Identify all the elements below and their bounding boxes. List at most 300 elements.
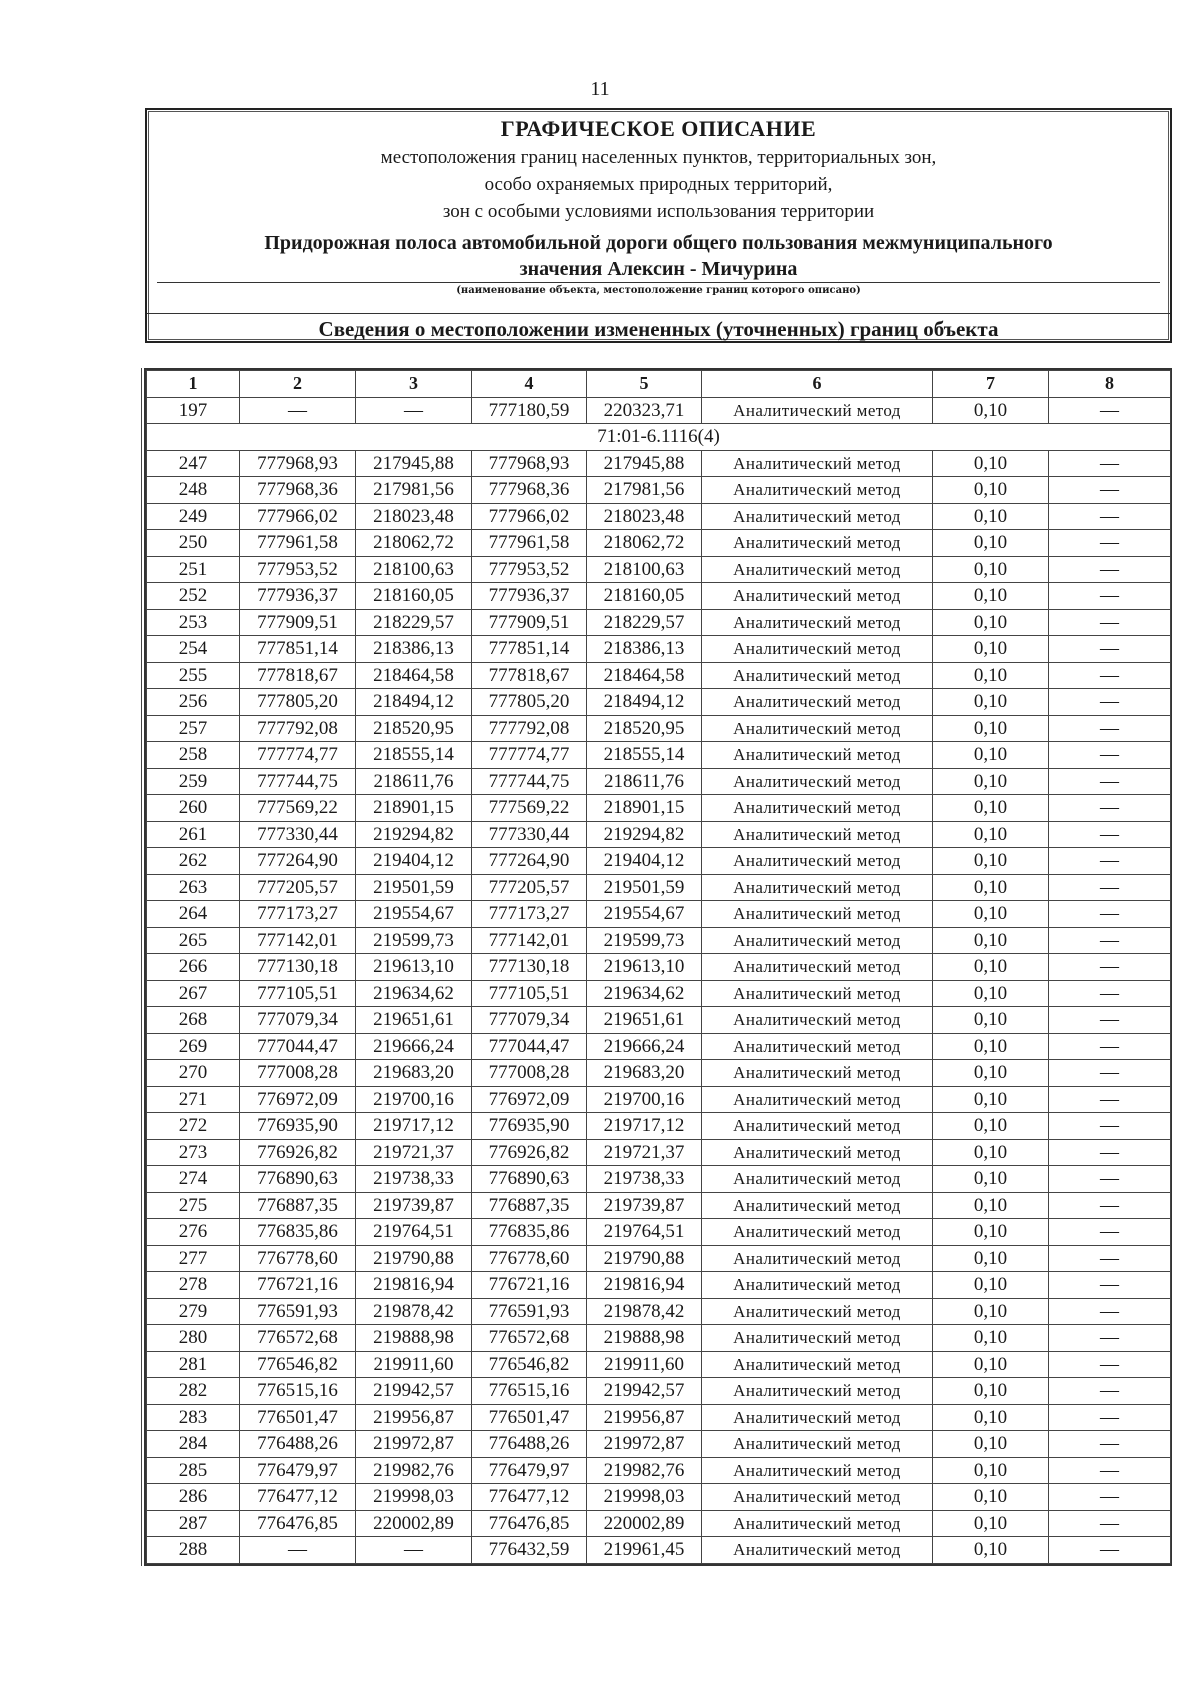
table-cell: 0,10 <box>933 636 1049 663</box>
table-cell: Аналитический метод <box>702 1033 933 1060</box>
table-cell: — <box>1049 556 1171 583</box>
table-cell: 219998,03 <box>587 1484 702 1511</box>
table-cell: 777569,22 <box>240 795 356 822</box>
table-cell: 777792,08 <box>472 715 587 742</box>
table-cell: 777909,51 <box>240 609 356 636</box>
table-row <box>147 1378 1171 1405</box>
table-cell: 776591,93 <box>472 1298 587 1325</box>
table-row <box>147 1404 1171 1431</box>
table-cell: Аналитический метод <box>702 927 933 954</box>
table-cell: — <box>240 1537 356 1564</box>
table-cell: 777968,36 <box>240 477 356 504</box>
table-cell: 0,10 <box>933 795 1049 822</box>
table-cell: Аналитический метод <box>702 1510 933 1537</box>
table-cell: 218023,48 <box>356 503 472 530</box>
table-row <box>147 397 1171 424</box>
table-cell: 777079,34 <box>240 1007 356 1034</box>
subtitle-line-1: местоположения границ населенных пунктов, территориальных зон, <box>380 147 937 168</box>
table-cell: — <box>1049 742 1171 769</box>
table-row <box>147 1537 1171 1564</box>
table-cell: Аналитический метод <box>702 583 933 610</box>
table-cell: 0,10 <box>933 1484 1049 1511</box>
table-cell: 776926,82 <box>240 1139 356 1166</box>
table-cell: 277 <box>147 1245 240 1272</box>
table-row <box>147 636 1171 663</box>
table-cell: 288 <box>147 1537 240 1564</box>
table-cell: 275 <box>147 1192 240 1219</box>
table-cell: Аналитический метод <box>702 1457 933 1484</box>
table-cell: 218901,15 <box>587 795 702 822</box>
table-cell: 219942,57 <box>356 1378 472 1405</box>
table-row <box>147 662 1171 689</box>
table-cell: 777774,77 <box>472 742 587 769</box>
table-cell: 219634,62 <box>587 980 702 1007</box>
table-cell: 776488,26 <box>240 1431 356 1458</box>
table-cell: — <box>1049 1139 1171 1166</box>
table-cell: 776476,85 <box>240 1510 356 1537</box>
column-header: 1 <box>147 371 240 398</box>
table-cell: 219501,59 <box>587 874 702 901</box>
table-cell: 0,10 <box>933 583 1049 610</box>
table-cell: 777818,67 <box>240 662 356 689</box>
table-cell: 269 <box>147 1033 240 1060</box>
table-cell: 776887,35 <box>240 1192 356 1219</box>
table-cell: 776501,47 <box>472 1404 587 1431</box>
table-cell: 219554,67 <box>587 901 702 928</box>
table-cell: 220323,71 <box>587 397 702 424</box>
table-cell: 0,10 <box>933 1457 1049 1484</box>
table-cell: 0,10 <box>933 715 1049 742</box>
table-cell: 777142,01 <box>240 927 356 954</box>
table-cell: Аналитический метод <box>702 689 933 716</box>
table-cell: — <box>240 397 356 424</box>
table-cell: Аналитический метод <box>702 636 933 663</box>
table-cell: 0,10 <box>933 1192 1049 1219</box>
table-cell: Аналитический метод <box>702 1298 933 1325</box>
table-row <box>147 609 1171 636</box>
column-header: 4 <box>472 371 587 398</box>
table-cell: 777966,02 <box>240 503 356 530</box>
table-cell: 777130,18 <box>472 954 587 981</box>
table-row <box>147 742 1171 769</box>
table-row <box>147 821 1171 848</box>
table-cell: 0,10 <box>933 1537 1049 1564</box>
table-cell: 250 <box>147 530 240 557</box>
table-cell: 0,10 <box>933 980 1049 1007</box>
table-cell: 281 <box>147 1351 240 1378</box>
table-cell: 219599,73 <box>356 927 472 954</box>
table-cell: 266 <box>147 954 240 981</box>
table-cell: Аналитический метод <box>702 1272 933 1299</box>
table-cell: 777851,14 <box>240 636 356 663</box>
table-cell: Аналитический метод <box>702 1245 933 1272</box>
table-cell: 274 <box>147 1166 240 1193</box>
table-cell: 0,10 <box>933 1060 1049 1087</box>
table-cell: 776546,82 <box>240 1351 356 1378</box>
column-header: 5 <box>587 371 702 398</box>
table-row <box>147 874 1171 901</box>
table-cell: 219666,24 <box>587 1033 702 1060</box>
table-cell: 777818,67 <box>472 662 587 689</box>
table-cell: — <box>1049 1537 1171 1564</box>
table-row <box>147 1219 1171 1246</box>
table-cell: 284 <box>147 1431 240 1458</box>
table-cell: 777936,37 <box>240 583 356 610</box>
table-cell: 286 <box>147 1484 240 1511</box>
table-cell: 776476,85 <box>472 1510 587 1537</box>
table-cell: Аналитический метод <box>702 530 933 557</box>
table-cell: 218062,72 <box>356 530 472 557</box>
table-cell: 777105,51 <box>472 980 587 1007</box>
table-cell: 0,10 <box>933 927 1049 954</box>
table-cell: Аналитический метод <box>702 1351 933 1378</box>
document-title: ГРАФИЧЕСКОЕ ОПИСАНИЕ <box>500 116 817 141</box>
table-row <box>147 1166 1171 1193</box>
table-cell: Аналитический метод <box>702 1484 933 1511</box>
table-cell: 267 <box>147 980 240 1007</box>
table-cell: — <box>1049 1166 1171 1193</box>
table-cell: 219613,10 <box>587 954 702 981</box>
table-cell: 218100,63 <box>356 556 472 583</box>
table-cell: 0,10 <box>933 556 1049 583</box>
table-cell: 218901,15 <box>356 795 472 822</box>
table-cell: 219404,12 <box>356 848 472 875</box>
table-cell: — <box>356 1537 472 1564</box>
table-cell: 219911,60 <box>356 1351 472 1378</box>
table-cell: — <box>1049 848 1171 875</box>
table-cell: Аналитический метод <box>702 450 933 477</box>
table-cell: 776477,12 <box>240 1484 356 1511</box>
table-cell: — <box>1049 954 1171 981</box>
column-header: 2 <box>240 371 356 398</box>
table-cell: 777774,77 <box>240 742 356 769</box>
table-row <box>147 1431 1171 1458</box>
table-cell: 271 <box>147 1086 240 1113</box>
table-cell: 776778,60 <box>240 1245 356 1272</box>
table-cell: 218023,48 <box>587 503 702 530</box>
table-cell: 219764,51 <box>356 1219 472 1246</box>
table-cell: Аналитический метод <box>702 1166 933 1193</box>
table-cell: Аналитический метод <box>702 768 933 795</box>
table-cell: 777142,01 <box>472 927 587 954</box>
table-cell: 776591,93 <box>240 1298 356 1325</box>
table-cell: — <box>1049 1219 1171 1246</box>
table-cell: — <box>1049 1404 1171 1431</box>
table-cell: 219404,12 <box>587 848 702 875</box>
table-cell: 777044,47 <box>240 1033 356 1060</box>
table-cell: 776926,82 <box>472 1139 587 1166</box>
table-row <box>147 715 1171 742</box>
table-cell: 777966,02 <box>472 503 587 530</box>
table-cell: 219700,16 <box>587 1086 702 1113</box>
table-row <box>147 1272 1171 1299</box>
object-name-line-1: Придорожная полоса автомобильной дороги общего пользования межмуниципального <box>264 232 1053 254</box>
table-cell: 0,10 <box>933 1086 1049 1113</box>
table-cell: — <box>1049 397 1171 424</box>
header-box <box>145 108 1172 343</box>
table-cell: 261 <box>147 821 240 848</box>
table-cell: 776572,68 <box>472 1325 587 1352</box>
table-cell: 219956,87 <box>587 1404 702 1431</box>
table-cell: Аналитический метод <box>702 397 933 424</box>
table-cell: Аналитический метод <box>702 1404 933 1431</box>
table-cell: 776501,47 <box>240 1404 356 1431</box>
table-cell: 777264,90 <box>472 848 587 875</box>
table-cell: 265 <box>147 927 240 954</box>
table-cell: Аналитический метод <box>702 874 933 901</box>
page-number: 11 <box>590 78 610 100</box>
table-cell: 251 <box>147 556 240 583</box>
table-cell: — <box>1049 1060 1171 1087</box>
table-cell: 0,10 <box>933 477 1049 504</box>
table-cell: 217981,56 <box>356 477 472 504</box>
table-cell: — <box>1049 609 1171 636</box>
table-cell: — <box>1049 662 1171 689</box>
table-cell: 0,10 <box>933 1033 1049 1060</box>
table-cell: — <box>1049 477 1171 504</box>
table-cell: 777008,28 <box>240 1060 356 1087</box>
table-cell: 776479,97 <box>240 1457 356 1484</box>
table-cell: 777330,44 <box>472 821 587 848</box>
table-cell: — <box>1049 1298 1171 1325</box>
table-cell: — <box>1049 1245 1171 1272</box>
table-cell: 776778,60 <box>472 1245 587 1272</box>
table-cell: 218520,95 <box>587 715 702 742</box>
table-cell: 219721,37 <box>587 1139 702 1166</box>
table-cell: 219717,12 <box>587 1113 702 1140</box>
table-cell: Аналитический метод <box>702 1192 933 1219</box>
table-cell: 0,10 <box>933 1166 1049 1193</box>
table-cell: Аналитический метод <box>702 980 933 1007</box>
table-cell: 219911,60 <box>587 1351 702 1378</box>
table-cell: 0,10 <box>933 450 1049 477</box>
table-cell: 217945,88 <box>356 450 472 477</box>
table-cell: 218229,57 <box>356 609 472 636</box>
table-cell: 0,10 <box>933 1404 1049 1431</box>
table-cell: 776972,09 <box>240 1086 356 1113</box>
table-header-row <box>147 371 1171 398</box>
table-cell: 777968,93 <box>472 450 587 477</box>
table-cell: 776835,86 <box>240 1219 356 1246</box>
table-row <box>147 1510 1171 1537</box>
table-cell: — <box>1049 795 1171 822</box>
table-cell: 218611,76 <box>587 768 702 795</box>
coordinates-table-frame <box>144 368 1172 1566</box>
table-row <box>147 980 1171 1007</box>
table-cell: 776572,68 <box>240 1325 356 1352</box>
table-cell: — <box>1049 1484 1171 1511</box>
table-cell: — <box>1049 821 1171 848</box>
table-cell: 777792,08 <box>240 715 356 742</box>
table-row <box>147 503 1171 530</box>
table-cell: 776477,12 <box>472 1484 587 1511</box>
table-cell: 219634,62 <box>356 980 472 1007</box>
table-cell: Аналитический метод <box>702 662 933 689</box>
table-cell: 777044,47 <box>472 1033 587 1060</box>
table-cell: 777180,59 <box>472 397 587 424</box>
table-cell: — <box>1049 636 1171 663</box>
table-cell: 777569,22 <box>472 795 587 822</box>
subtitle-line-3: зон с особыми условиями использования территории <box>442 201 875 222</box>
table-cell: 249 <box>147 503 240 530</box>
table-cell: 219700,16 <box>356 1086 472 1113</box>
table-cell: 777936,37 <box>472 583 587 610</box>
table-cell: 219972,87 <box>587 1431 702 1458</box>
table-cell: 219888,98 <box>587 1325 702 1352</box>
table-cell: — <box>356 397 472 424</box>
table-cell: — <box>1049 927 1171 954</box>
table-cell: 777805,20 <box>472 689 587 716</box>
table-cell: 776515,16 <box>240 1378 356 1405</box>
table-cell: 218386,13 <box>356 636 472 663</box>
table-row <box>147 1139 1171 1166</box>
table-cell: 776935,90 <box>240 1113 356 1140</box>
table-cell: Аналитический метод <box>702 742 933 769</box>
table-cell: 218062,72 <box>587 530 702 557</box>
table-row <box>147 927 1171 954</box>
table-cell: 776479,97 <box>472 1457 587 1484</box>
table-cell: 262 <box>147 848 240 875</box>
table-cell: 218100,63 <box>587 556 702 583</box>
table-cell: Аналитический метод <box>702 954 933 981</box>
table-cell: 0,10 <box>933 503 1049 530</box>
table-cell: Аналитический метод <box>702 609 933 636</box>
table-cell: 0,10 <box>933 1113 1049 1140</box>
column-header: 8 <box>1049 371 1171 398</box>
table-cell: 219878,42 <box>587 1298 702 1325</box>
table-cell: 0,10 <box>933 742 1049 769</box>
table-cell: 219717,12 <box>356 1113 472 1140</box>
table-cell: 0,10 <box>933 768 1049 795</box>
table-cell: 280 <box>147 1325 240 1352</box>
table-cell: 777953,52 <box>472 556 587 583</box>
table-cell: 0,10 <box>933 1219 1049 1246</box>
subtitle-line-2: особо охраняемых природных территорий, <box>484 174 833 195</box>
table-cell: 219294,82 <box>356 821 472 848</box>
table-cell: 0,10 <box>933 1139 1049 1166</box>
table-cell: 0,10 <box>933 848 1049 875</box>
table-cell: 247 <box>147 450 240 477</box>
table-cell: 219738,33 <box>587 1166 702 1193</box>
table-cell: 0,10 <box>933 1298 1049 1325</box>
table-cell: 217945,88 <box>587 450 702 477</box>
table-cell: 219790,88 <box>356 1245 472 1272</box>
table-cell: 219764,51 <box>587 1219 702 1246</box>
column-header: 3 <box>356 371 472 398</box>
table-cell: 218494,12 <box>356 689 472 716</box>
table-cell: 0,10 <box>933 1510 1049 1537</box>
table-cell: 219721,37 <box>356 1139 472 1166</box>
table-cell: 776432,59 <box>472 1537 587 1564</box>
table-row <box>147 1325 1171 1352</box>
table-cell: 0,10 <box>933 1378 1049 1405</box>
table-cell: 777173,27 <box>472 901 587 928</box>
table-cell: Аналитический метод <box>702 1219 933 1246</box>
table-cell: 258 <box>147 742 240 769</box>
table-cell: 777968,36 <box>472 477 587 504</box>
object-name-line-2: значения Алексин - Мичурина <box>519 258 798 280</box>
table-row <box>147 1298 1171 1325</box>
table-cell: 777805,20 <box>240 689 356 716</box>
table-cell: 777968,93 <box>240 450 356 477</box>
table-cell: — <box>1049 1272 1171 1299</box>
table-cell: Аналитический метод <box>702 715 933 742</box>
table-cell: 219888,98 <box>356 1325 472 1352</box>
table-cell: 219501,59 <box>356 874 472 901</box>
table-cell: — <box>1049 980 1171 1007</box>
table-cell: — <box>1049 503 1171 530</box>
table-row <box>147 848 1171 875</box>
table-cell: — <box>1049 1325 1171 1352</box>
table-cell: Аналитический метод <box>702 556 933 583</box>
table-cell: 218160,05 <box>356 583 472 610</box>
table-cell: 0,10 <box>933 901 1049 928</box>
table-cell: 248 <box>147 477 240 504</box>
table-cell: 219683,20 <box>587 1060 702 1087</box>
table-cell: 219739,87 <box>356 1192 472 1219</box>
table-cell: — <box>1049 450 1171 477</box>
table-row <box>147 1457 1171 1484</box>
table-cell: 217981,56 <box>587 477 702 504</box>
table-row <box>147 1007 1171 1034</box>
table-row <box>147 954 1171 981</box>
table-cell: 253 <box>147 609 240 636</box>
table-cell: — <box>1049 583 1171 610</box>
table-cell: Аналитический метод <box>702 477 933 504</box>
table-row <box>147 1351 1171 1378</box>
table-cell: 197 <box>147 397 240 424</box>
table-cell: 219816,94 <box>587 1272 702 1299</box>
table-cell: Аналитический метод <box>702 1325 933 1352</box>
table-cell: 270 <box>147 1060 240 1087</box>
table-cell: Аналитический метод <box>702 901 933 928</box>
table-cell: 276 <box>147 1219 240 1246</box>
table-cell: — <box>1049 1378 1171 1405</box>
table-cell: 776890,63 <box>240 1166 356 1193</box>
table-cell: 219613,10 <box>356 954 472 981</box>
table-cell: 0,10 <box>933 954 1049 981</box>
table-row <box>147 1113 1171 1140</box>
table-row <box>147 530 1171 557</box>
table-cell: 273 <box>147 1139 240 1166</box>
table-cell: 278 <box>147 1272 240 1299</box>
table-cell: 776546,82 <box>472 1351 587 1378</box>
table-cell: 219666,24 <box>356 1033 472 1060</box>
table-cell: 279 <box>147 1298 240 1325</box>
table-cell: 219816,94 <box>356 1272 472 1299</box>
table-cell: 218386,13 <box>587 636 702 663</box>
column-header: 6 <box>702 371 933 398</box>
table-cell: 219651,61 <box>587 1007 702 1034</box>
table-cell: 0,10 <box>933 1272 1049 1299</box>
table-cell: 260 <box>147 795 240 822</box>
section-row <box>147 424 1171 451</box>
table-cell: 777744,75 <box>240 768 356 795</box>
table-row <box>147 1245 1171 1272</box>
column-header: 7 <box>933 371 1049 398</box>
table-cell: 257 <box>147 715 240 742</box>
table-cell: 777909,51 <box>472 609 587 636</box>
table-cell: 219878,42 <box>356 1298 472 1325</box>
table-cell: 0,10 <box>933 397 1049 424</box>
table-cell: Аналитический метод <box>702 1060 933 1087</box>
table-cell: — <box>1049 768 1171 795</box>
table-cell: — <box>1049 715 1171 742</box>
table-cell: 0,10 <box>933 609 1049 636</box>
table-cell: 259 <box>147 768 240 795</box>
table-cell: 218555,14 <box>356 742 472 769</box>
table-cell: — <box>1049 1351 1171 1378</box>
